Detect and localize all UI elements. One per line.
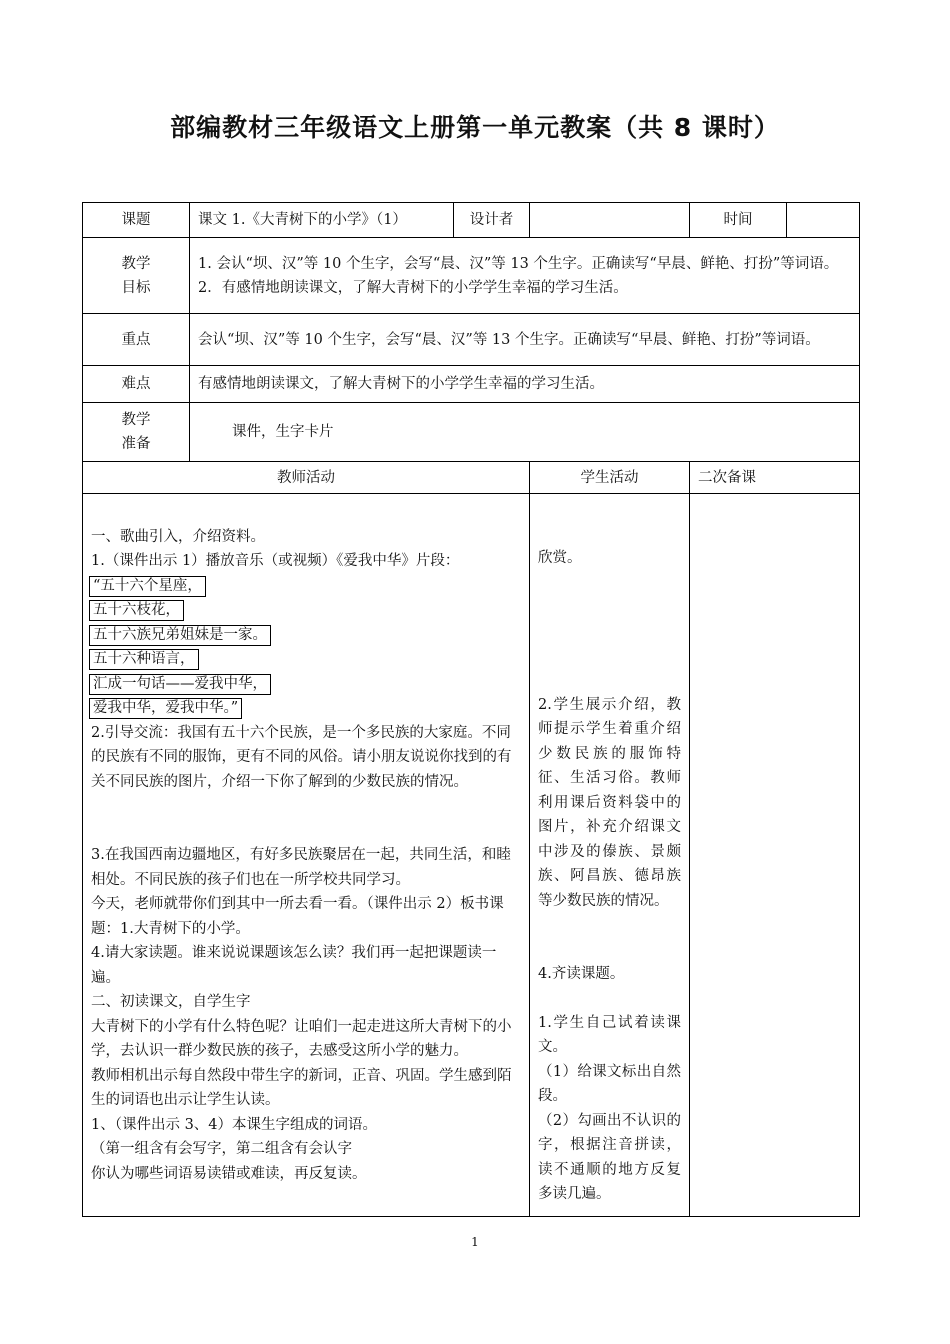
- student-item: 1.学生自己试着读课文。: [538, 1014, 681, 1056]
- page-number: 1: [471, 1235, 479, 1249]
- key-points-label: 重点: [83, 314, 190, 366]
- time-label: 时间: [690, 203, 787, 238]
- teacher-paragraph: 4.请大家读题。谁来说说课题该怎么读？我们再一起把课题读一遍。: [91, 945, 497, 986]
- teacher-activity-header: 教师活动: [83, 462, 530, 494]
- teacher-paragraph: （第一组含有会写字，第二组含有会认字: [91, 1141, 352, 1158]
- teacher-paragraph: 2.引导交流：我国有五十六个民族，是一个多民族的大家庭。不同的民族有不同的服饰，更有不同的风俗。请小朋友说说你找到的有关不同民族的图片，介绍一下你了解到的少数民族的情况。: [91, 724, 512, 790]
- difficulties-content: 有感情地朗读课文，了解大青树下的小学学生幸福的学习生活。: [190, 366, 860, 403]
- teacher-paragraph: 1.（课件出示 1）播放音乐（或视频）《爱我中华》片段：: [91, 553, 460, 570]
- second-prep-header: 二次备课: [690, 462, 860, 494]
- teacher-paragraph: 3.在我国西南边疆地区，有好多民族聚居在一起，共同生活，和睦相处。不同民族的孩子们也在一所学校共同学习。: [91, 847, 511, 888]
- lyric-line: 五十六种语言，: [89, 649, 199, 670]
- teacher-paragraph: 大青树下的小学有什么特色呢？让咱们一起走进这所大青树下的小学，去认识一群少数民族的孩子，去感受这所小学的魅力。: [91, 1018, 512, 1060]
- teacher-paragraph: 教师相机出示每自然段中带生字的新词，正音、巩固。学生感到陌生的词语也出示让学生认读。: [91, 1067, 512, 1109]
- student-item: 欣赏。: [538, 550, 582, 567]
- preparation-label: 教学准备: [83, 403, 190, 462]
- student-item: （1）给课文标出自然段。: [538, 1063, 681, 1105]
- student-activity-content: [530, 494, 690, 1217]
- goals-label: 教学目标: [83, 238, 190, 314]
- topic-label: 课题: [83, 203, 190, 238]
- lyric-line: 汇成一句话——爱我中华，: [89, 674, 271, 695]
- teacher-activity-content: [83, 494, 530, 1217]
- student-item: 2.学生展示介绍，教师提示学生着重介绍少数民族的服饰特征、生活习俗。教师利用课后资料袋中的图片，补充介绍课文中涉及的傣族、景颇族、阿昌族、德昂族等少数民族的情况。: [538, 696, 681, 909]
- student-item: 4.齐读课题。: [538, 966, 625, 983]
- designer-label: 设计者: [454, 203, 530, 238]
- topic-value: 课文 1.《大青树下的小学》（1）: [190, 203, 454, 238]
- goal-item: 1. 会认“坝、汉”等 10 个生字，会写“晨、汉”等 13 个生字。正确读写“早晨、鲜艳、打扮”等词语。: [198, 255, 839, 272]
- difficulties-label: 难点: [83, 366, 190, 403]
- difficulties-row: [83, 366, 860, 403]
- lyric-line: 爱我中华，爱我中华。”: [89, 698, 242, 719]
- goal-item: 2．有感情地朗读课文，了解大青树下的小学学生幸福的学习生活。: [198, 280, 628, 296]
- second-prep-content: [690, 494, 860, 1217]
- teacher-paragraph: 今天，老师就带你们到其中一所去看一看。（课件出示 2）板书课题：1.大青树下的小学。: [91, 896, 504, 937]
- key-points-row: [83, 314, 860, 366]
- activity-row: [83, 494, 860, 1217]
- preparation-content: 课件，生字卡片: [190, 403, 860, 462]
- time-value: [787, 203, 860, 238]
- lyric-line: 五十六族兄弟姐妹是一家。: [89, 625, 271, 646]
- teacher-paragraph: 你认为哪些词语易读错或难读，再反复读。: [91, 1165, 367, 1182]
- lyric-line: 五十六枝花，: [89, 600, 184, 621]
- header-row: [83, 203, 860, 238]
- goals-row: [83, 238, 860, 314]
- teacher-paragraph: 1、（课件出示 3、4）本课生字组成的词语。: [91, 1116, 378, 1133]
- student-activity-header: 学生活动: [530, 462, 690, 494]
- columns-header-row: [83, 462, 860, 494]
- preparation-row: [83, 403, 860, 462]
- lyric-line: “五十六个星座，: [89, 576, 206, 597]
- lesson-plan-table: [82, 202, 860, 1217]
- teacher-paragraph: 一、歌曲引入，介绍资料。: [91, 528, 265, 545]
- teacher-paragraph: 二、初读课文，自学生字: [91, 994, 251, 1011]
- goals-content: [190, 238, 860, 314]
- student-item: （2）勾画出不认识的字，根据注音拼读，读不通顺的地方反复多读几遍。: [538, 1112, 681, 1203]
- document-title: 部编教材三年级语文上册第一单元教案（共 8 课时）: [170, 113, 780, 142]
- key-points-content: 会认“坝、汉”等 10 个生字，会写“晨、汉”等 13 个生字。正确读写“早晨、鲜艳、打扮”等词语。: [190, 314, 860, 366]
- designer-value: [530, 203, 690, 238]
